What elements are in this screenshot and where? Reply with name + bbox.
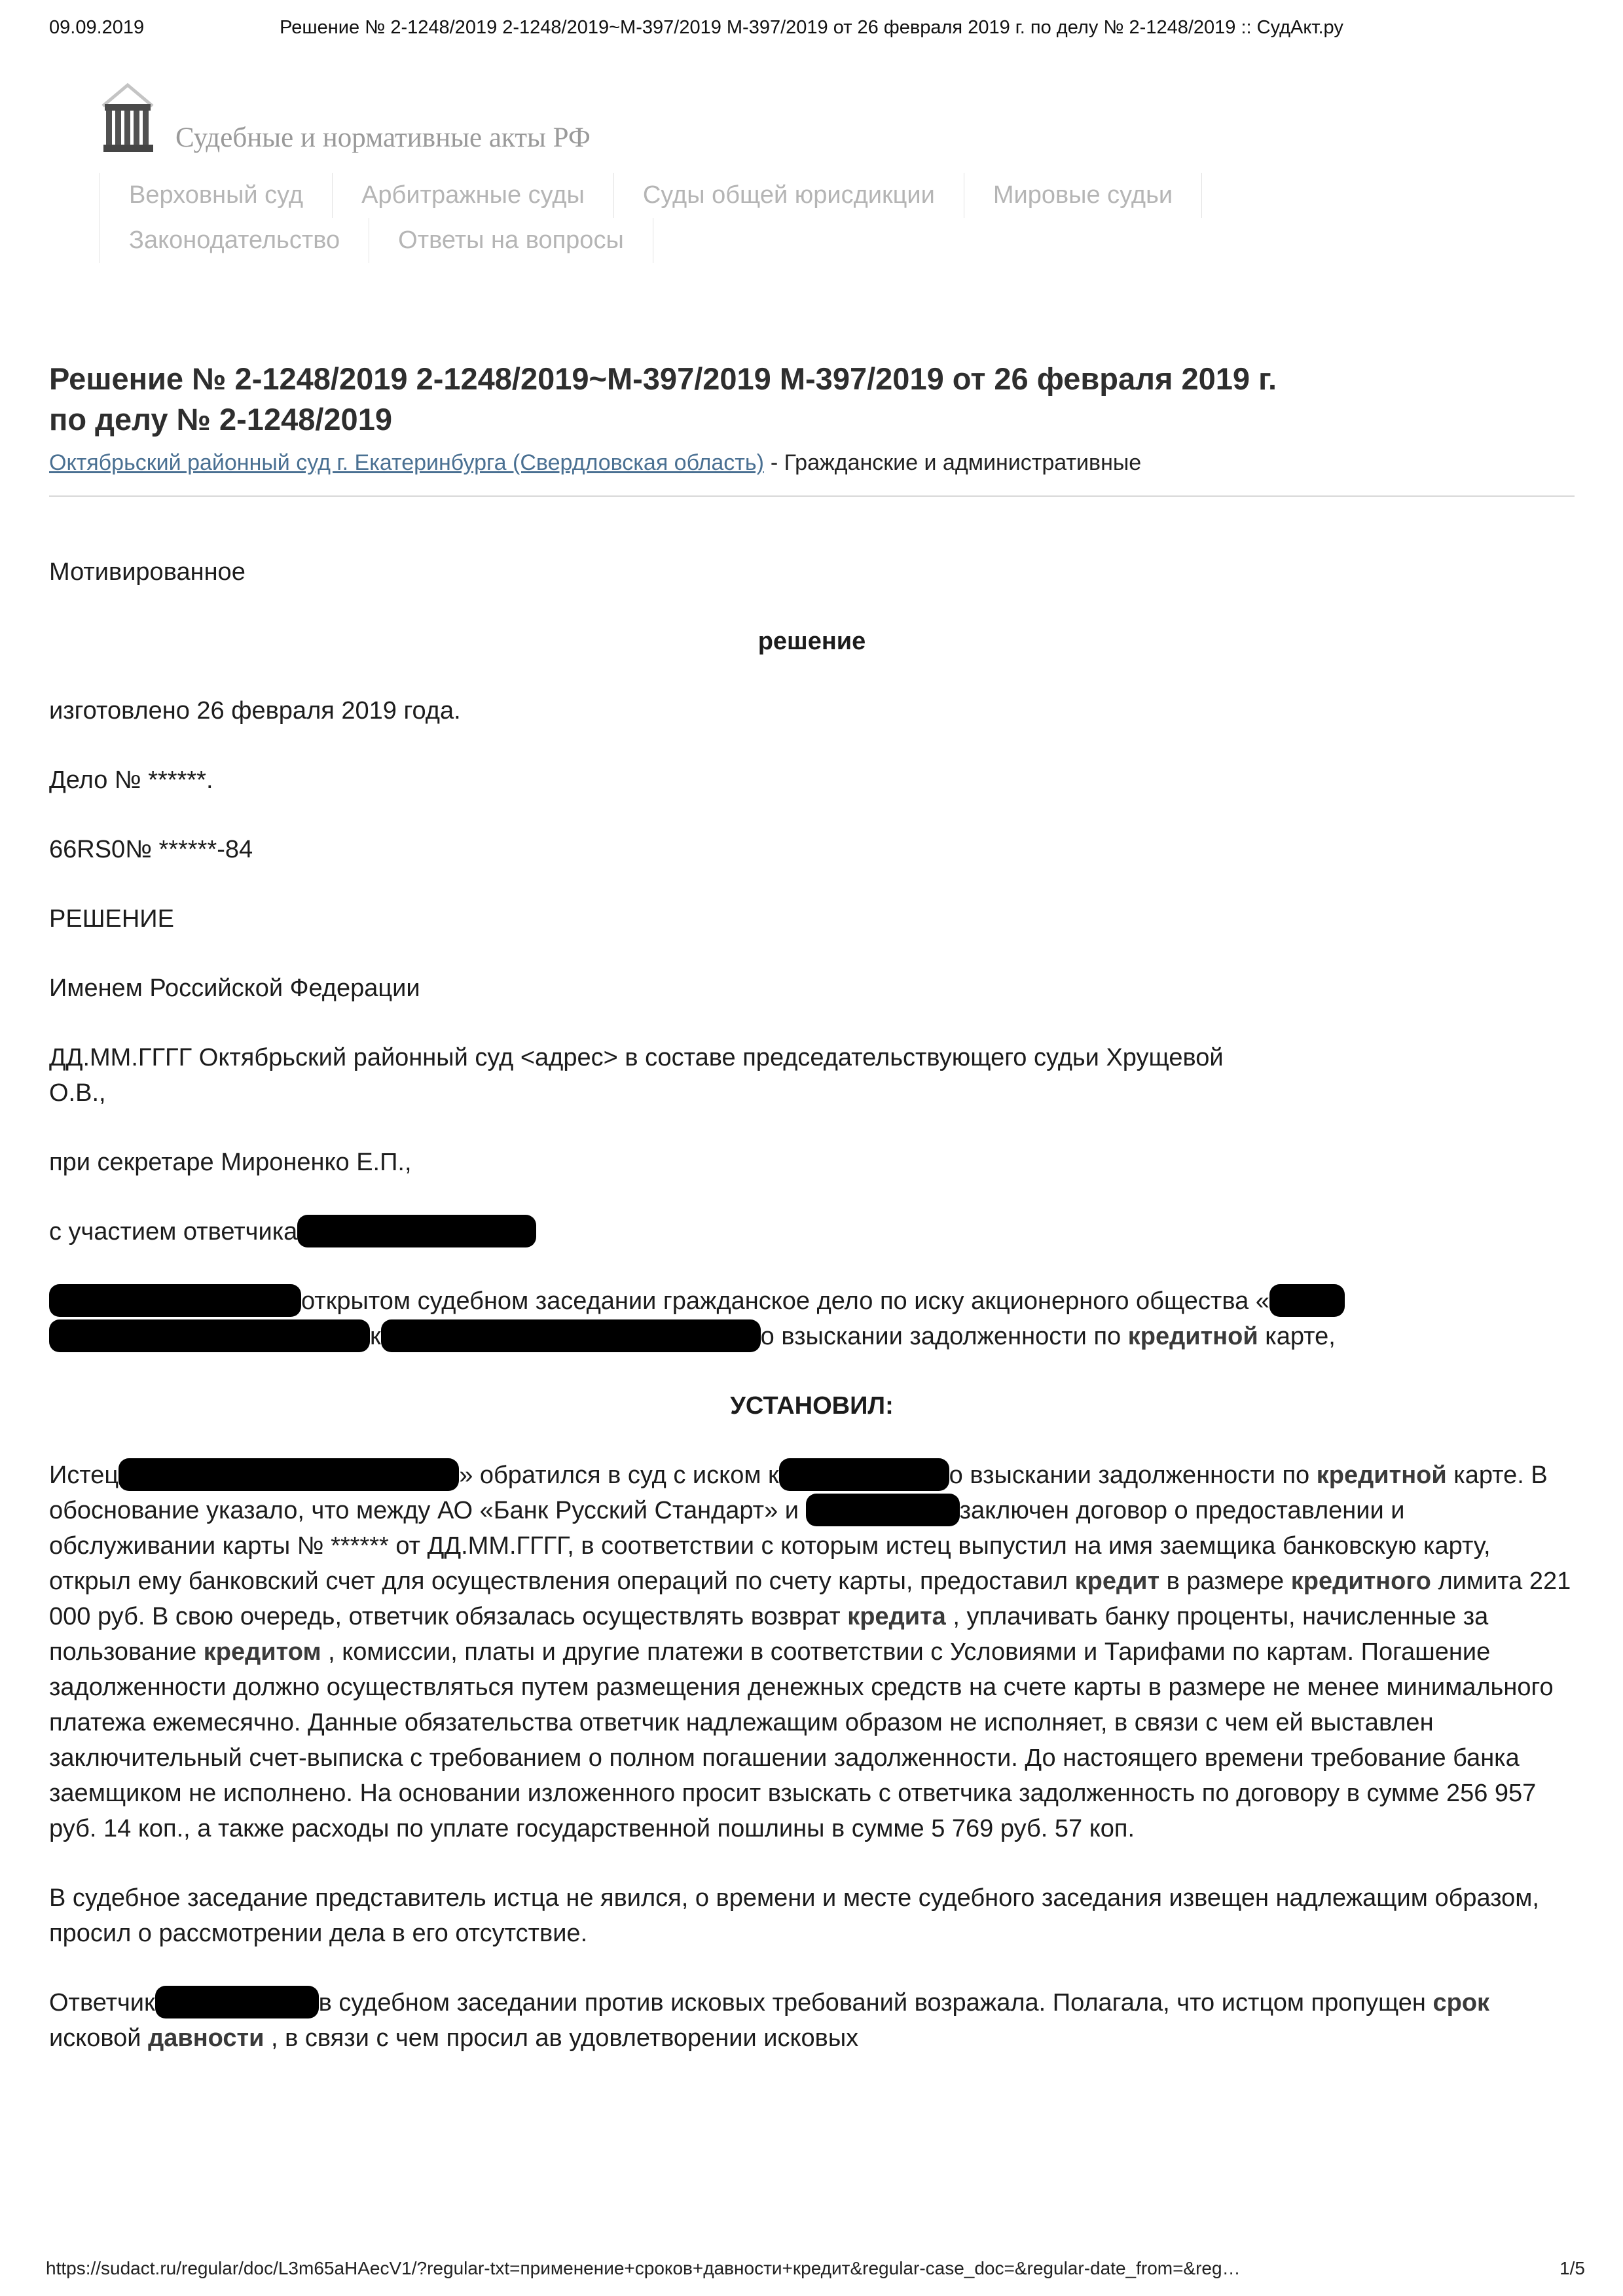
highlighted-term: кредитом [203, 1638, 321, 1666]
print-title: Решение № 2-1248/2019 2-1248/2019~М-397/2019 М-397/2019 от 26 февраля 2019 г. по делу № 2-1248/2019 :: СудАкт.ру [280, 17, 1343, 38]
paragraph [49, 1283, 1575, 1354]
decision-subtitle [49, 450, 1575, 476]
nav-justices-of-peace[interactable]: Мировые судьи [964, 173, 1202, 218]
paragraph-centered: УСТАНОВИЛ: [730, 1392, 894, 1420]
nav-qa[interactable]: Ответы на вопросы [369, 218, 653, 263]
paragraph [49, 1040, 1575, 1111]
redacted-text [155, 1986, 319, 2018]
paragraph-text: в судебном заседании против исковых требований возражала. Полагала, что истцом пропущен [318, 1989, 1433, 2017]
paragraph-text: Истец [49, 1462, 119, 1490]
decision-title-line1: Решение № 2-1248/2019 2-1248/2019~М-397/2019 М-397/2019 от 26 февраля 2019 г. [49, 361, 1277, 396]
print-date: 09.09.2019 [49, 17, 145, 38]
paragraph-text: , в связи с чем просил ав удовлетворении исковых [264, 2024, 859, 2053]
paragraph-text: в размере [1159, 1568, 1291, 1596]
redacted-text [297, 1215, 536, 1247]
nav-general-jurisdiction-courts[interactable]: Суды общей юрисдикции [613, 173, 964, 218]
decision-title [49, 359, 1575, 440]
paragraph-text: » обратился в суд с иском к [459, 1462, 779, 1490]
court-category: - Гражданские и административные [770, 450, 1142, 476]
site-logo[interactable] [98, 81, 1623, 157]
redacted-text [49, 1284, 301, 1317]
highlighted-term: кредитного [1290, 1568, 1431, 1596]
highlighted-term: кредита [847, 1603, 946, 1631]
paragraph: Дело № ******. [49, 766, 213, 795]
nav-row-courts [100, 173, 1623, 218]
paragraph [49, 1458, 1575, 1846]
paragraph: РЕШЕНИЕ [49, 905, 174, 933]
print-header [0, 0, 1623, 39]
site-logo-text: Судебные и нормативные акты РФ [175, 122, 591, 153]
paragraph-text: , комиссии, платы и другие платежи в соответствии с Условиями и Тарифами по картам. Погашение задолженности должно осуществляться путем размещения денежных средств на счете карты в размере не менее минимального платежа ежемесячно. Данные обязательства ответчик надлежащим образом не исполняет, в связи с чем ей выставлен заключительный счет-выписка с требованием о полном погашении задолженности. До настоящего времени требование банка заемщиком не исполнено. На основании изложенного просит взыскать с ответчика задолженность по договору в сумме 256 957 руб. 14 коп., а также расходы по уплате государственной пошлины в сумме 5 769 руб. 57 коп. [49, 1638, 1554, 1843]
footer-url: https://sudact.ru/regular/doc/L3m65aHAecV1/?regular-txt=применение+сроков+давности+кредит&regular-case_doc=&regular-date_from=&reg… [46, 2258, 1241, 2278]
print-footer [46, 2258, 1585, 2279]
highlighted-term: давности [148, 2024, 264, 2053]
redacted-text [779, 1458, 949, 1491]
paragraph-text: лимита 221 000 руб. В свою очередь, ответчик обязалась осуществлять возврат [49, 1568, 1571, 1631]
nav-row-other [100, 218, 1623, 263]
paragraph-text: карте, [1258, 1323, 1336, 1351]
highlighted-term: кредитной [1316, 1462, 1447, 1490]
paragraph-text: к [370, 1323, 381, 1351]
decision-title-line2: по делу № 2-1248/2019 [49, 402, 392, 437]
nav-supreme-court[interactable]: Верховный суд [100, 173, 332, 218]
paragraph-text: О.В., [49, 1079, 106, 1107]
document-content [49, 359, 1575, 2056]
redacted-text [381, 1319, 761, 1352]
paragraph: при секретаре Мироненко Е.П., [49, 1149, 412, 1177]
paragraph-text: о взыскании задолженности по [949, 1462, 1317, 1490]
paragraph-text: ДД.ММ.ГГГГ Октябрьский районный суд <адрес> в составе председательствующего судьи Хрущевой [49, 1044, 1224, 1072]
paragraph: изготовлено 26 февраля 2019 года. [49, 697, 461, 725]
paragraph [49, 1214, 1575, 1249]
decision-text [49, 554, 1575, 2056]
courthouse-icon [98, 81, 157, 157]
redacted-text [1269, 1284, 1345, 1317]
redacted-text [119, 1458, 459, 1491]
header-divider [49, 495, 1575, 497]
paragraph-text: заключен договор о предоставлении и обслуживании карты № ****** от ДД.ММ.ГГГГ, в соответствии с которым истец выпустил на имя заемщика банковскую карту, открыл ему банковский счет для осуществления операций по счету карты, предоставил [49, 1497, 1491, 1596]
paragraph-text: открытом судебном заседании гражданское дело по иску акционерного общества « [301, 1287, 1269, 1316]
nav-arbitrazh-courts[interactable]: Арбитражные суды [332, 173, 613, 218]
main-nav [100, 173, 1623, 263]
court-link[interactable]: Октябрьский районный суд г. Екатеринбурга (Свердловская область) [49, 450, 764, 476]
paragraph: Мотивированное [49, 558, 246, 586]
paragraph-text: исковой [49, 2024, 149, 2053]
highlighted-term: срок [1432, 1989, 1490, 2017]
redacted-text [49, 1319, 370, 1352]
paragraph-text: с участием ответчика [49, 1218, 298, 1246]
highlighted-term: кредит [1074, 1568, 1160, 1596]
nav-legislation[interactable]: Законодательство [100, 218, 369, 263]
highlighted-term: кредитной [1127, 1323, 1258, 1351]
redacted-text [806, 1494, 960, 1526]
paragraph: Именем Российской Федерации [49, 975, 420, 1003]
paragraph-text: карте. В обоснование указало, что между АО «Банк Русский Стандарт» и [49, 1462, 1548, 1525]
site-header [98, 81, 1623, 263]
paragraph [49, 1985, 1575, 2056]
paragraph: 66RS0№ ******-84 [49, 836, 253, 864]
paragraph-text: о взыскании задолженности по [760, 1323, 1128, 1351]
footer-page-indicator: 1/5 [1559, 2258, 1585, 2278]
paragraph: В судебное заседание представитель истца не явился, о времени и месте судебного заседания извещен надлежащим образом, просил о рассмотрении дела в его отсутствие. [49, 1884, 1539, 1948]
paragraph-centered: решение [757, 628, 866, 656]
paragraph-text: Ответчик [49, 1989, 155, 2017]
paragraph-text: , уплачивать банку проценты, начисленные за пользование [49, 1603, 1489, 1666]
